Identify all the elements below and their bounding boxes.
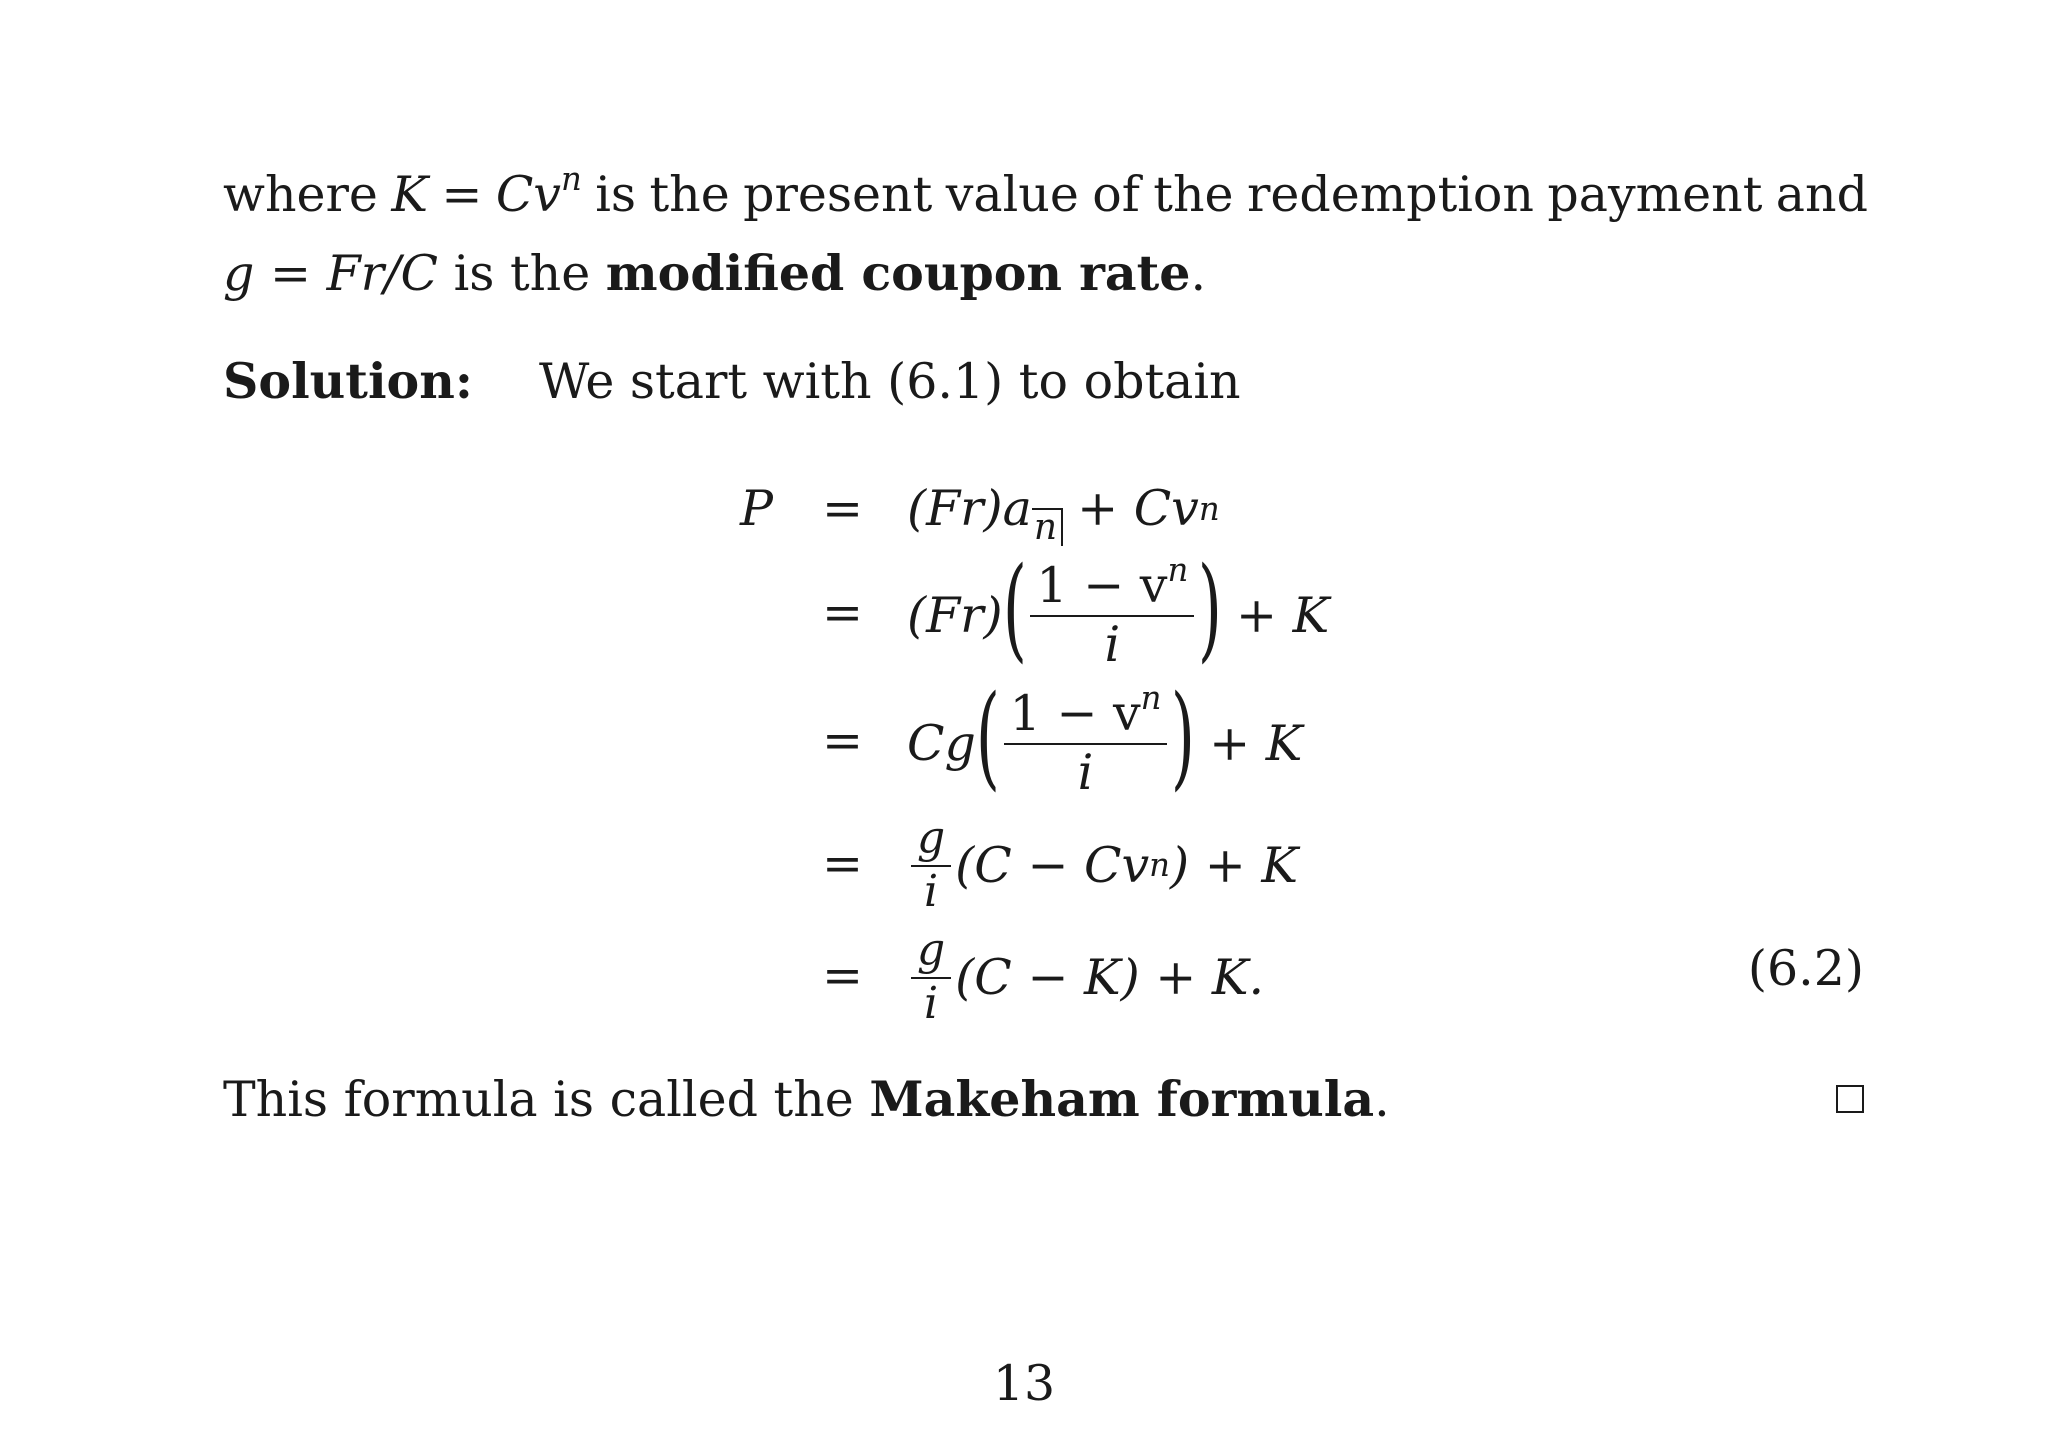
math-Cvn: Cv$^n$: [495, 159, 582, 223]
equals-sign: =: [822, 584, 864, 641]
text: is the: [453, 245, 591, 302]
conclusion-line: This formula is called the Makeham formula.: [223, 1070, 1390, 1128]
equation-rhs-3: Cg ( $\frac{1 - v^n}{i}$ ) + K: [907, 672, 1303, 802]
equation-row-2: [0, 544, 2048, 675]
paragraph-line-1: [223, 159, 1868, 223]
equation-row-4: [0, 810, 2048, 920]
equation-rhs-4: $\frac{g}{i}$ (C − Cv n ) + K: [907, 810, 1298, 920]
fraction: $\frac{1 - v^n}{i}$: [1004, 688, 1168, 799]
equals-sign: =: [822, 835, 864, 892]
fraction-g-over-i: $\frac{g}{i}$: [911, 927, 951, 1027]
left-paren: (: [1002, 544, 1027, 674]
annuity-angle-subscript: n: [1032, 508, 1063, 546]
page-number: 13: [992, 1355, 1056, 1412]
fraction: $\frac{1 - v^n}{i}$: [1030, 560, 1194, 671]
fraction-g-over-i: $\frac{g}{i}$: [911, 815, 951, 915]
word: present: [743, 166, 933, 223]
solution-text: We start with (6.1) to obtain: [538, 353, 1241, 410]
equals-sign: =: [822, 947, 864, 1004]
solution-line: [223, 352, 1241, 410]
equation-row-5: [0, 922, 2048, 1032]
math-var-K: K: [391, 166, 428, 223]
left-paren: (: [975, 672, 1000, 802]
equation-row-3: [0, 672, 2048, 803]
word: where: [223, 166, 378, 223]
word: payment: [1547, 166, 1763, 223]
equation-row-1: [0, 480, 2048, 550]
word: of: [1092, 166, 1140, 223]
equation-rhs-5: $\frac{g}{i}$ (C − K) + K.: [907, 922, 1264, 1032]
word: the: [649, 166, 730, 223]
math-g-definition: g = Fr/C: [223, 245, 438, 302]
word: the: [1153, 166, 1234, 223]
paragraph-line-2: g = Fr/C is the modified coupon rate.: [223, 244, 1207, 302]
equation-rhs-2: (Fr) ( $\frac{1 - v^n}{i}$ ) + K: [907, 544, 1330, 674]
term-modified-coupon-rate: modified coupon rate: [605, 244, 1191, 302]
equation-lhs-P: P: [740, 480, 773, 537]
solution-label: Solution:: [223, 352, 473, 410]
word: value: [945, 166, 1079, 223]
equals-sign: =: [822, 712, 864, 769]
word: and: [1775, 166, 1868, 223]
equation-number: (6.2): [1747, 940, 1864, 997]
equals-sign: =: [441, 166, 483, 223]
qed-square-icon: [1836, 1085, 1864, 1113]
equals-sign: =: [822, 480, 864, 537]
equation-rhs-1: (Fr)a n + Cv n: [907, 480, 1220, 548]
word: is: [595, 166, 637, 223]
right-paren: ): [1198, 544, 1223, 674]
right-paren: ): [1171, 672, 1196, 802]
word: redemption: [1246, 166, 1534, 223]
term-makeham-formula: Makeham formula: [869, 1070, 1375, 1128]
